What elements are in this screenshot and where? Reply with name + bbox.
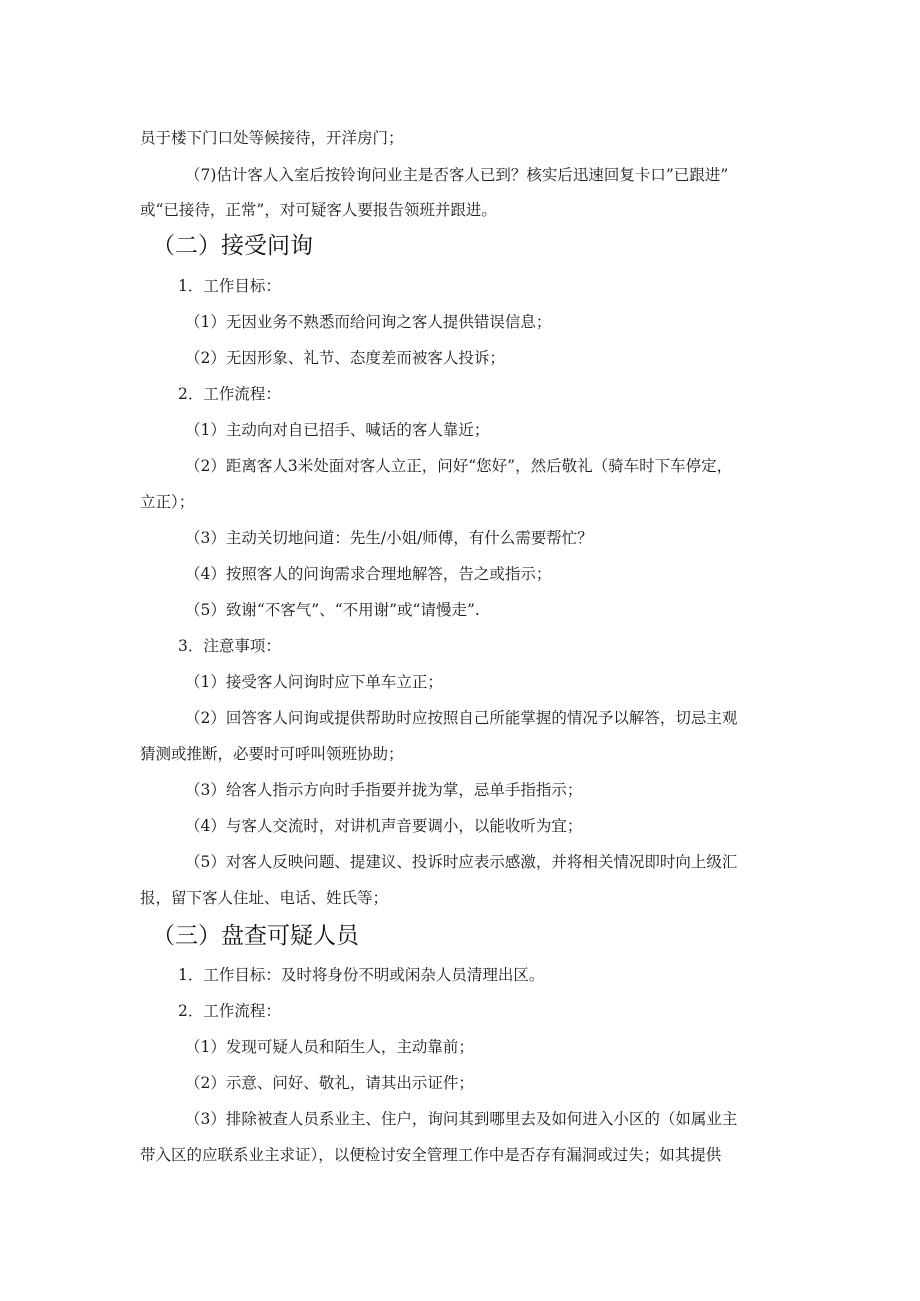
section-2-line: （1）接受客人问询时应下单车立正；	[185, 673, 443, 691]
section-2-line: （4）与客人交流时，对讲机声音要调小，以能收听为宜；	[185, 817, 583, 835]
section-2-line: 1．工作目标：	[178, 277, 281, 295]
section-2-heading: （二）接受问询	[152, 233, 313, 259]
section-2-line: （1）无因业务不熟悉而给问询之客人提供错误信息；	[185, 313, 552, 331]
section-2-line: （2）回答客人问询或提供帮助时应按照自己所能掌握的情况予以解答，切忌主观	[185, 709, 738, 727]
section-2-line: 猜测或推断，必要时可呼叫领班协助；	[140, 745, 404, 763]
section-2-line: （4）按照客人的问询需求合理地解答，告之或指示；	[185, 565, 552, 583]
section-2-line: （3）主动关切地问道：先生/小姐/师傅，有什么需要帮忙？	[185, 529, 593, 547]
section-2-line: （1）主动向对自已招手、喊话的客人靠近；	[185, 421, 490, 439]
intro-line-1: 员于楼下门口处等候接待，开洋房门；	[140, 129, 404, 147]
section-3-heading: （三）盘查可疑人员	[152, 923, 359, 949]
section-3-line: （3）排除被查人员系业主、住户，询问其到哪里去及如何进入小区的（如属业主	[185, 1110, 738, 1128]
section-3-line: 带入区的应联系业主求证），以便检讨安全管理工作中是否存有漏洞或过失；如其提供	[140, 1146, 722, 1164]
intro-line-2: （7)估计客人入室后按铃询问业主是否客人已到？核实后迅速回复卡口”已跟进”	[185, 166, 729, 184]
section-2-line: 报，留下客人住址、电话、姓氏等；	[140, 889, 389, 907]
section-2-line: （2）距离客人3米处面对客人立正，问好“您好”，然后敬礼（骑车时下车停定，	[185, 457, 733, 475]
section-2-line: （5）致谢“不客气”、“不用谢”或“请慢走”.	[185, 601, 480, 619]
section-2-line: （5）对客人反映问题、提建议、投诉时应表示感激，并将相关情况即时向上级汇	[185, 853, 738, 871]
section-2-line: 3．注意事项：	[178, 637, 281, 655]
section-3-line: 2．工作流程：	[178, 1002, 281, 1020]
section-2-line: 立正）；	[140, 493, 195, 511]
section-3-line: （2）示意、问好、敬礼，请其出示证件；	[185, 1074, 474, 1092]
section-3-line: 1．工作目标：及时将身份不明或闲杂人员清理出区。	[178, 966, 545, 984]
section-2-line: （3）给客人指示方向时手指要并拢为掌，忌单手指指示；	[185, 781, 583, 799]
section-2-line: 2．工作流程：	[178, 385, 281, 403]
section-3-line: （1）发现可疑人员和陌生人，主动靠前；	[185, 1038, 474, 1056]
intro-line-3: 或“已接待，正常”，对可疑客人要报告领班并跟进。	[140, 201, 497, 219]
section-2-line: （2）无因形象、礼节、态度差而被客人投诉；	[185, 349, 505, 367]
